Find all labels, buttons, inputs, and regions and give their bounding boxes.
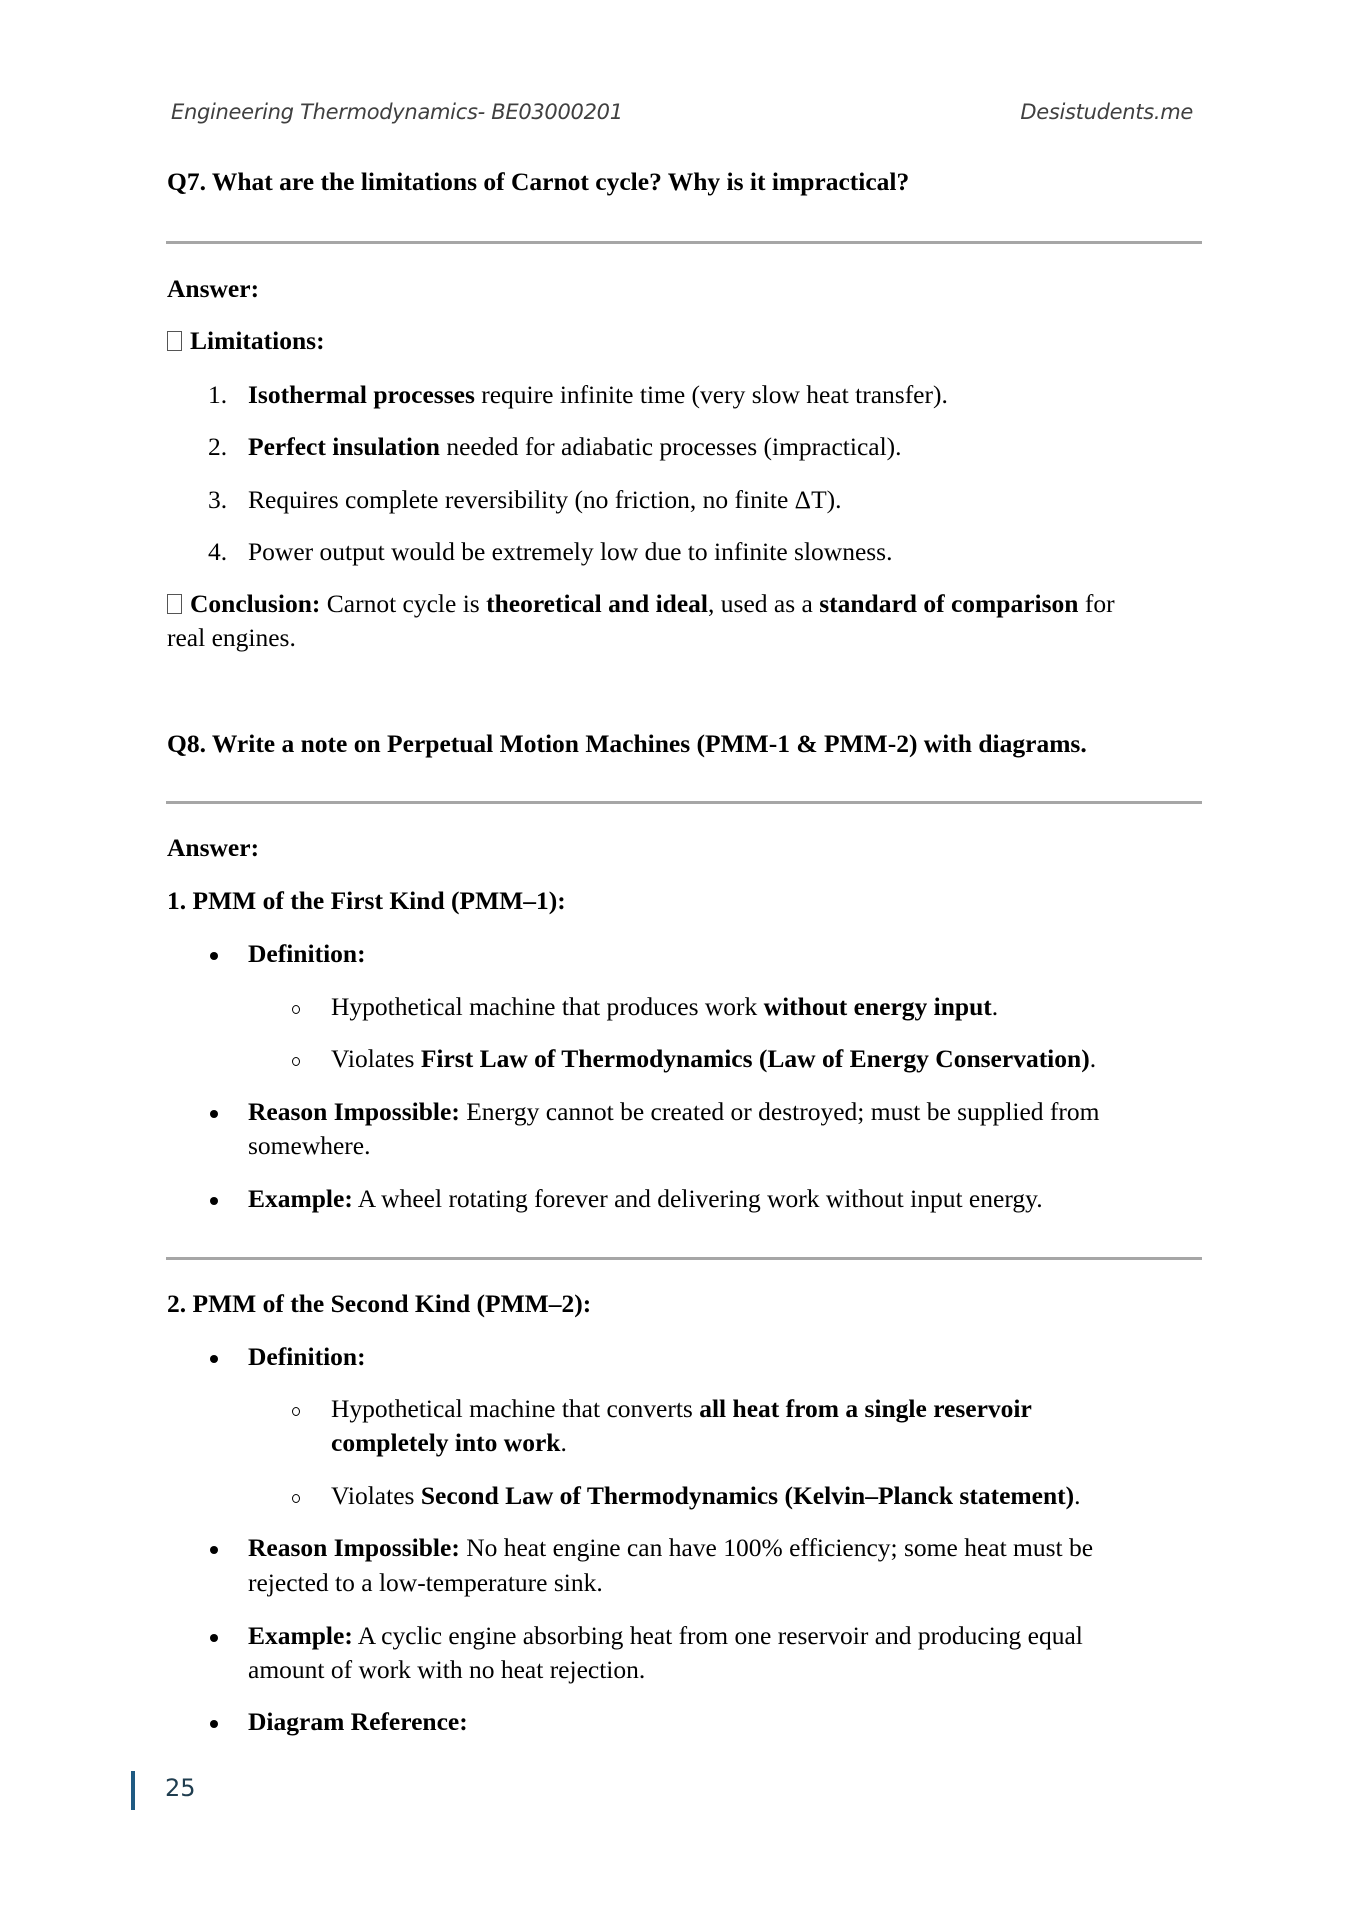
pmm2-definition-label: Definition: [248, 1342, 366, 1371]
pmm1-definition-label: Definition: [248, 939, 366, 968]
sub-bullet-icon [292, 1005, 300, 1014]
list-item-bold: Perfect insulation [248, 432, 440, 461]
q7-heading: Q7. What are the limitations of Carnot cycle? Why is it impractical? [167, 167, 910, 196]
item-tail: . [991, 992, 999, 1021]
list-number: 3. [208, 485, 228, 514]
example-label: Example: [248, 1621, 353, 1650]
missing-glyph-icon [167, 594, 182, 614]
conclusion-label: Conclusion: [190, 589, 321, 618]
pmm2-definition-item-line-2 [331, 1428, 567, 1458]
item-tail: . [1089, 1044, 1097, 1073]
pmm2-definition-item [331, 1394, 1032, 1424]
pmm2-reason [248, 1533, 1093, 1563]
item-tail: . [1074, 1481, 1081, 1510]
pmm1-definition-item [331, 1044, 1096, 1074]
bullet-icon [210, 1110, 218, 1118]
item-bold: First Law of Thermodynamics (Law of Energy Conservation) [420, 1044, 1090, 1073]
pmm1-example [248, 1184, 1043, 1214]
pmm2-definition-item [331, 1481, 1081, 1511]
bullet-icon [210, 1197, 218, 1205]
q7-answer-label: Answer: [167, 274, 260, 303]
bullet-icon [210, 1355, 218, 1363]
list-item-text: Requires complete reversibility (no friction, no finite ΔT). [248, 485, 842, 514]
pmm1-reason [248, 1097, 1100, 1127]
pmm1-reason-line-2: somewhere. [248, 1131, 371, 1160]
item-bold: completely into work [331, 1428, 561, 1457]
conclusion-text: Carnot cycle is [320, 589, 487, 618]
item-tail: . [560, 1428, 567, 1457]
list-number: 1. [208, 380, 228, 409]
item-text: Violates [331, 1481, 421, 1510]
list-item-rest: needed for adiabatic processes (impractical). [439, 432, 902, 461]
example-text: A cyclic engine absorbing heat from one reservoir and producing equal [352, 1621, 1083, 1650]
pmm2-example-line-2: amount of work with no heat rejection. [248, 1655, 646, 1684]
conclusion-text: , used as a [708, 589, 820, 618]
reason-label: Reason Impossible: [248, 1533, 460, 1562]
list-item-rest: require infinite time (very slow heat transfer). [474, 380, 948, 409]
item-text: Hypothetical machine that produces work [331, 992, 764, 1021]
reason-text: Energy cannot be created or destroyed; must be supplied from [459, 1097, 1100, 1126]
divider-rule [166, 801, 1202, 804]
divider-rule [166, 241, 1202, 244]
conclusion-line-2: real engines. [167, 623, 296, 652]
limitations-label: Limitations: [190, 326, 325, 355]
running-header-title: Engineering Thermodynamics- BE03000201 [171, 100, 623, 124]
pmm2-heading: 2. PMM of the Second Kind (PMM–2): [167, 1289, 592, 1318]
reason-label: Reason Impossible: [248, 1097, 460, 1126]
list-item-text [248, 432, 902, 462]
sub-bullet-icon [292, 1494, 300, 1503]
list-item-bold: Isothermal processes [248, 380, 475, 409]
limitations-heading [167, 326, 325, 356]
pmm2-example [248, 1621, 1083, 1651]
q8-answer-label: Answer: [167, 833, 260, 862]
pmm2-reason-line-2: rejected to a low-temperature sink. [248, 1568, 603, 1597]
list-item-text: Power output would be extremely low due to infinite slowness. [248, 537, 893, 566]
list-number: 2. [208, 432, 228, 461]
pmm1-heading: 1. PMM of the First Kind (PMM–1): [167, 886, 566, 915]
divider-rule [166, 1257, 1202, 1260]
missing-glyph-icon [167, 331, 182, 351]
list-number: 4. [208, 537, 228, 566]
sub-bullet-icon [292, 1057, 300, 1066]
conclusion-bold: theoretical and ideal [486, 589, 709, 618]
reason-text: No heat engine can have 100% efficiency; some heat must be [459, 1533, 1094, 1562]
sub-bullet-icon [292, 1407, 300, 1416]
example-text: A wheel rotating forever and delivering work without input energy. [352, 1184, 1043, 1213]
bullet-icon [210, 1720, 218, 1728]
bullet-icon [210, 1634, 218, 1642]
conclusion-text: for [1078, 589, 1115, 618]
bullet-icon [210, 952, 218, 960]
page-number-accent-bar [131, 1771, 135, 1810]
page-number: 25 [165, 1774, 196, 1802]
q8-heading: Q8. Write a note on Perpetual Motion Machines (PMM-1 & PMM-2) with diagrams. [167, 729, 1087, 758]
pmm1-definition-item [331, 992, 998, 1022]
item-bold: without energy input [763, 992, 992, 1021]
conclusion-paragraph [167, 589, 1115, 619]
item-text: Violates [331, 1044, 421, 1073]
item-bold: all heat from a single reservoir [699, 1394, 1032, 1423]
item-text: Hypothetical machine that converts [331, 1394, 700, 1423]
pmm2-diagram-reference: Diagram Reference: [248, 1707, 468, 1736]
example-label: Example: [248, 1184, 353, 1213]
list-item-text [248, 380, 948, 410]
running-header-site: Desistudents.me [1020, 100, 1193, 124]
item-bold: Second Law of Thermodynamics (Kelvin–Planck statement) [420, 1481, 1075, 1510]
conclusion-bold: standard of comparison [819, 589, 1079, 618]
bullet-icon [210, 1546, 218, 1554]
